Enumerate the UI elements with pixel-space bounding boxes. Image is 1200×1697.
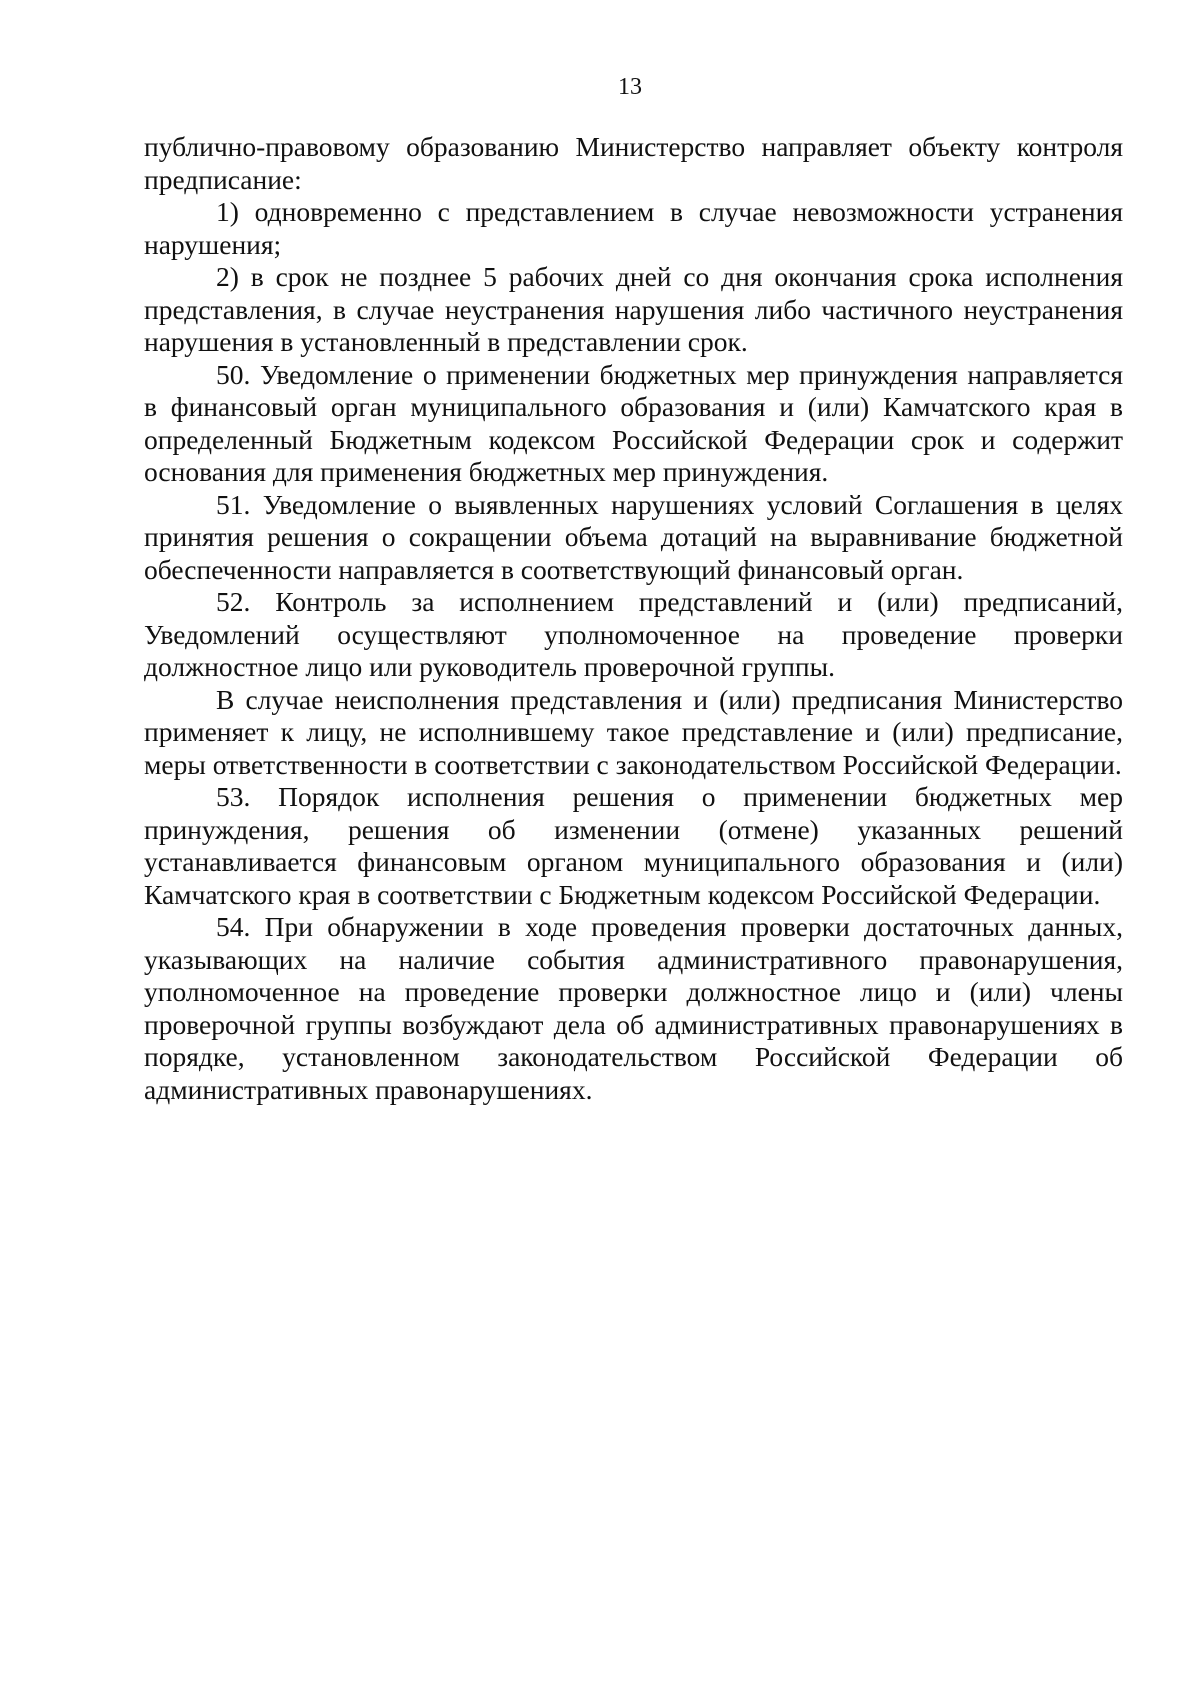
paragraph-continuation: публично-правовому образованию Министерство направляет объекту контроля предписание: bbox=[144, 131, 1123, 195]
paragraph-52-continuation: В случае неисполнения представления и (или) предписания Министерство применяет к лицу, не исполнившему такое представление и (или) предписание, меры ответственности в соответствии с законодательством Российской Федерации. bbox=[144, 683, 1123, 780]
paragraph-50: 50. Уведомление о применении бюджетных мер принуждения направляется в финансовый орган муниципального образования и (или) Камчатского края в определенный Бюджетным кодексом Российской Федерации срок и содержит основания для применения бюджетных мер принуждения. bbox=[144, 358, 1123, 487]
paragraph-51: 51. Уведомление о выявленных нарушениях условий Соглашения в целях принятия решения о сокращении объема дотаций на выравнивание бюджетной обеспеченности направляется в соответствующий финансовый орган. bbox=[144, 488, 1123, 585]
paragraph-53: 53. Порядок исполнения решения о применении бюджетных мер принуждения, решения об изменении (отмене) указанных решений устанавливается финансовым органом муниципального образования и (или) Камчатского края в соответствии с Бюджетным кодексом Российской Федерации. bbox=[144, 781, 1123, 910]
page-number: 13 bbox=[618, 74, 642, 100]
document-body bbox=[144, 131, 1123, 1106]
paragraph-52: 52. Контроль за исполнением представлений и (или) предписаний, Уведомлений осуществляют уполномоченное на проведение проверки должностное лицо или руководитель проверочной группы. bbox=[144, 586, 1123, 682]
paragraph-54: 54. При обнаружении в ходе проведения проверки достаточных данных, указывающих на наличие события административного правонарушения, уполномоченное на проведение проверки должностное лицо и (или) члены проверочной группы возбуждают дела об административных правонарушениях в порядке, установленном законодательством Российской Федерации об административных правонарушениях. bbox=[144, 911, 1123, 1105]
paragraph-item-1: 1) одновременно с представлением в случае невозможности устранения нарушения; bbox=[144, 196, 1123, 260]
paragraph-item-2: 2) в срок не позднее 5 рабочих дней со дня окончания срока исполнения представления, в случае неустранения нарушения либо частичного неустранения нарушения в установленный в представлении срок. bbox=[144, 261, 1123, 357]
